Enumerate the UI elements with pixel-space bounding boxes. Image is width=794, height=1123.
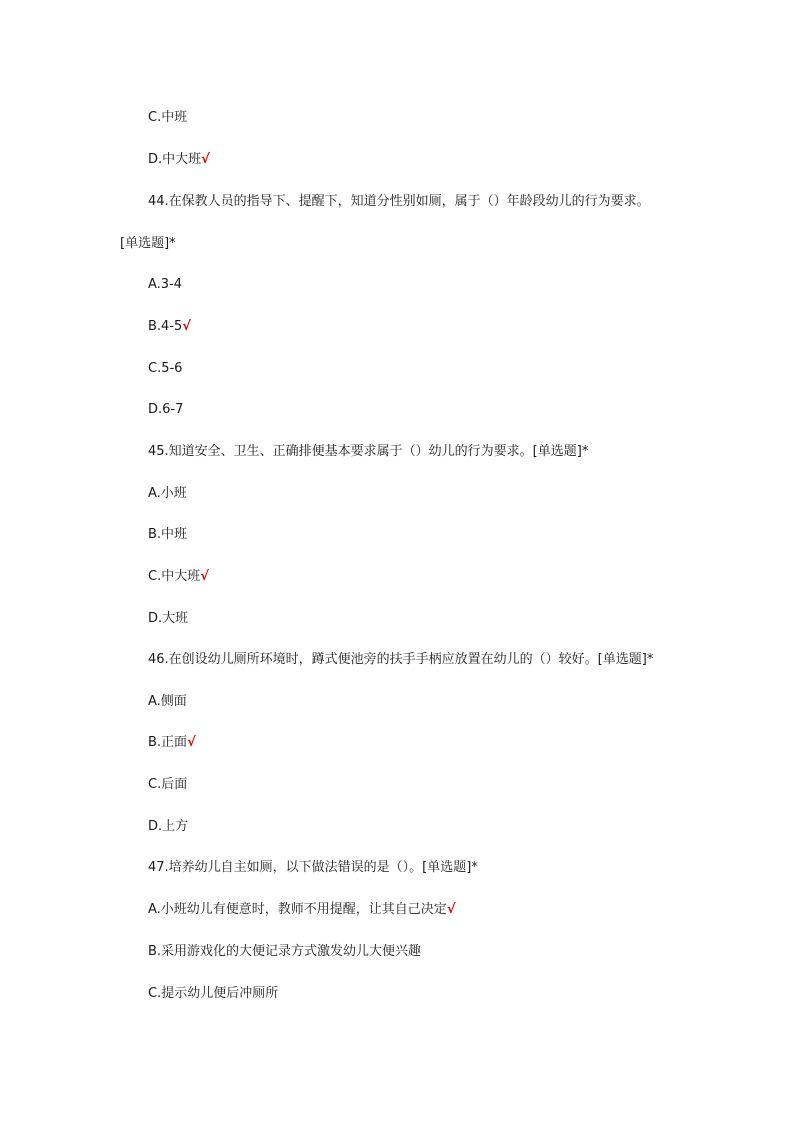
question-46 — [148, 651, 653, 669]
option-d — [148, 610, 188, 628]
option-b — [148, 943, 421, 961]
line-text: A.3-4 — [148, 277, 183, 292]
check-mark-icon: √ — [200, 569, 209, 584]
line-text: B.采用游戏化的大便记录方式激发幼儿大便兴趣 — [148, 944, 422, 959]
check-mark-icon: √ — [182, 319, 191, 334]
option-a — [148, 276, 182, 294]
option-a — [148, 485, 187, 503]
option-d-middle-senior-class — [148, 151, 210, 169]
option-b — [148, 526, 187, 544]
check-mark-icon: √ — [446, 902, 456, 917]
line-text: B.4-5 — [148, 319, 183, 334]
question-text: 45.知道安全、卫生、正确排便基本要求属于（）幼儿的行为要求。[单选题]* — [148, 444, 589, 459]
option-d — [148, 818, 188, 836]
question-45 — [148, 443, 588, 461]
question-text: 47.培养幼儿自主如厕，以下做法错误的是（）。[单选题]* — [148, 860, 478, 875]
option-c — [148, 776, 187, 794]
line-text: C.5-6 — [148, 361, 183, 376]
line-text: A.小班幼儿有便意时，教师不用提醒，让其自己决定 — [148, 902, 447, 917]
line-text: A.小班 — [148, 486, 187, 501]
option-a — [148, 693, 187, 711]
option-c — [148, 568, 209, 586]
check-mark-icon: √ — [201, 152, 210, 167]
question-text: 44.在保教人员的指导下、提醒下，知道分性别如厕，属于（）年龄段幼儿的行为要求。 — [148, 194, 650, 209]
line-text: A.侧面 — [148, 694, 187, 709]
question-type-text: [单选题]* — [120, 236, 176, 251]
line-text: B.中班 — [148, 527, 188, 542]
question-47 — [148, 859, 478, 877]
question-44 — [148, 193, 650, 211]
line-text: C.中班 — [148, 110, 188, 125]
line-text: B.正面 — [148, 735, 188, 750]
line-text: D.上方 — [148, 819, 189, 834]
question-text: 46.在创设幼儿厕所环境时，蹲式便池旁的扶手手柄应放置在幼儿的（）较好。[单选题]* — [148, 652, 654, 667]
check-mark-icon: √ — [187, 735, 196, 750]
question-44-type — [120, 235, 176, 253]
line-text: C.提示幼儿便后冲厕所 — [148, 986, 279, 1001]
line-text: D.中大班 — [148, 152, 202, 167]
line-text: D.6-7 — [148, 402, 184, 417]
line-text: C.中大班 — [148, 569, 201, 584]
option-d — [148, 401, 183, 419]
option-b — [148, 318, 191, 336]
line-text: C.后面 — [148, 777, 188, 792]
line-text: D.大班 — [148, 611, 189, 626]
option-c-middle-class — [148, 109, 187, 127]
option-c — [148, 985, 278, 1003]
option-a — [148, 901, 455, 919]
option-c — [148, 360, 182, 378]
option-b — [148, 734, 196, 752]
